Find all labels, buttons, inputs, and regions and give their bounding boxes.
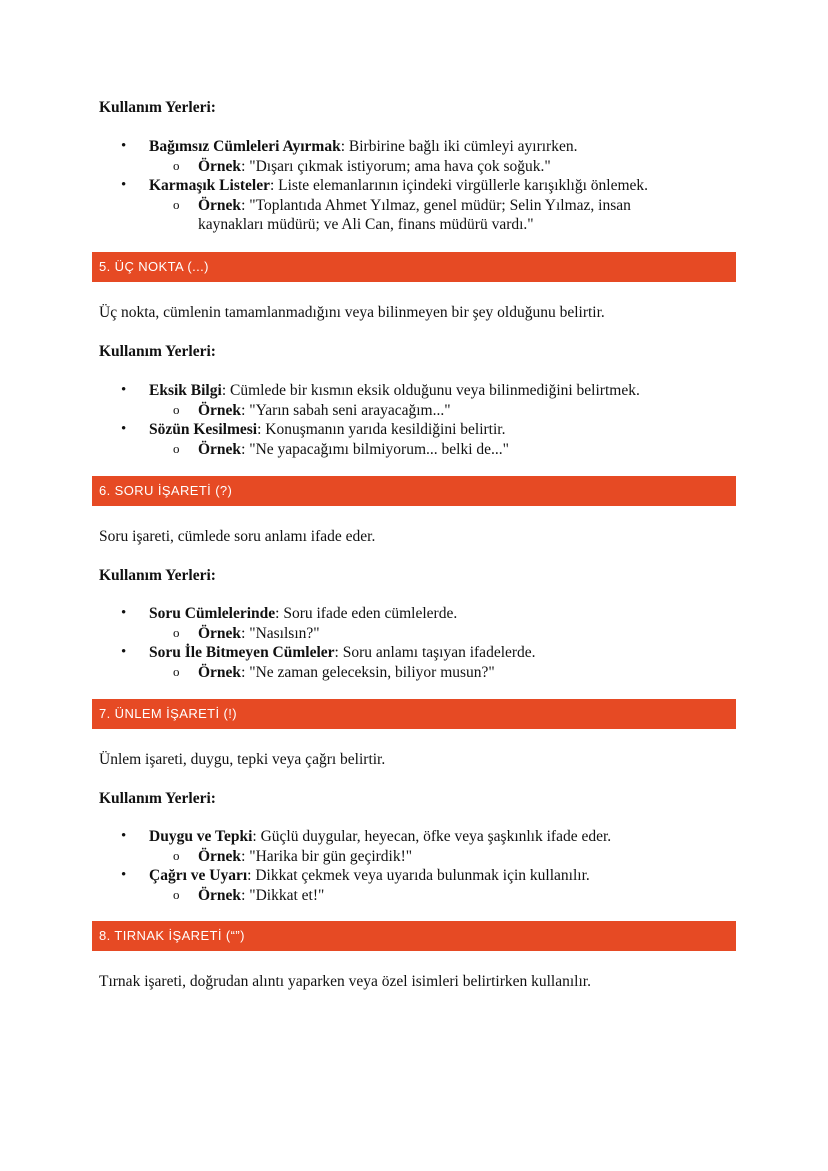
section-header-question-mark: 6. SORU İŞARETİ (?) (92, 476, 736, 506)
example-label: Örnek (198, 440, 242, 458)
example-label: Örnek (198, 196, 242, 214)
example-item (0, 157, 678, 177)
list-item (0, 381, 828, 401)
item-term: Duygu ve Tepki (149, 828, 253, 845)
semicolon-usage-list (0, 137, 828, 235)
ellipsis-usage-list (0, 381, 828, 459)
example-text: : "Dışarı çıkmak istiyorum; ama hava çok soğuk." (241, 157, 551, 175)
item-term: Çağrı ve Uyarı (149, 867, 248, 884)
example-item (0, 886, 678, 906)
example-text: : "Ne yapacağımı bilmiyorum... belki de..." (241, 440, 509, 458)
list-item (0, 827, 828, 847)
example-text: : "Dikkat et!" (241, 886, 325, 904)
item-desc: : Birbirine bağlı iki cümleyi ayırırken. (340, 138, 578, 155)
section-intro: Ünlem işareti, duygu, tepki veya çağrı belirtir. (99, 751, 386, 768)
example-item (0, 440, 678, 460)
example-item (0, 663, 678, 683)
item-desc: : Dikkat çekmek veya uyarıda bulunmak için kullanılır. (247, 867, 590, 884)
list-item (0, 420, 828, 440)
question-usage-list (0, 604, 828, 682)
list-item (0, 604, 828, 624)
item-desc: : Güçlü duygular, heyecan, öfke veya şaşkınlık ifade eder. (252, 828, 612, 845)
section-header-quotation-marks: 8. TIRNAK İŞARETİ (“”) (92, 921, 736, 951)
example-label: Örnek (198, 847, 242, 865)
list-item (0, 643, 828, 663)
item-term: Karmaşık Listeler (149, 177, 270, 194)
section-intro: Tırnak işareti, doğrudan alıntı yaparken veya özel isimleri belirtirken kullanılır. (99, 973, 591, 990)
example-label: Örnek (198, 663, 242, 681)
example-text: : "Ne zaman geleceksin, biliyor musun?" (241, 663, 495, 681)
example-item (0, 847, 678, 867)
item-desc: : Soru ifade eden cümlelerde. (275, 605, 458, 622)
example-label: Örnek (198, 157, 242, 175)
item-desc: : Konuşmanın yarıda kesildiğini belirtir. (257, 421, 506, 438)
example-item (0, 401, 678, 421)
usage-heading: Kullanım Yerleri: (99, 567, 216, 584)
usage-heading: Kullanım Yerleri: (99, 99, 216, 116)
section-intro: Soru işareti, cümlede soru anlamı ifade eder. (99, 528, 376, 545)
section-header-ellipsis: 5. ÜÇ NOKTA (...) (92, 252, 736, 282)
item-term: Soru Cümlelerinde (149, 605, 276, 622)
item-desc: : Cümlede bir kısmın eksik olduğunu veya bilinmediğini belirtmek. (221, 382, 640, 399)
list-item (0, 866, 828, 886)
item-desc: : Soru anlamı taşıyan ifadelerde. (334, 644, 536, 661)
list-item (0, 137, 828, 157)
example-item (0, 624, 678, 644)
example-label: Örnek (198, 401, 242, 419)
item-term: Soru İle Bitmeyen Cümleler (149, 644, 335, 661)
example-text: : "Nasılsın?" (241, 624, 320, 642)
usage-heading: Kullanım Yerleri: (99, 343, 216, 360)
example-text: : "Harika bir gün geçirdik!" (241, 847, 413, 865)
exclamation-usage-list (0, 827, 828, 905)
example-label: Örnek (198, 886, 242, 904)
section-header-exclamation: 7. ÜNLEM İŞARETİ (!) (92, 699, 736, 729)
item-desc: : Liste elemanlarının içindeki virgüllerle karışıklığı önlemek. (269, 177, 649, 194)
usage-heading: Kullanım Yerleri: (99, 790, 216, 807)
example-text: : "Yarın sabah seni arayacağım..." (241, 401, 451, 419)
item-term: Eksik Bilgi (149, 382, 222, 399)
example-text: : "Toplantıda Ahmet Yılmaz, genel müdür; Selin Yılmaz, insan kaynakları müdürü; ve Ali Can, finans müdürü vardı." (198, 196, 631, 233)
example-item (0, 196, 668, 235)
section-intro: Üç nokta, cümlenin tamamlanmadığını veya bilinmeyen bir şey olduğunu belirtir. (99, 304, 605, 321)
list-item (0, 176, 828, 196)
item-term: Sözün Kesilmesi (149, 421, 258, 438)
example-label: Örnek (198, 624, 242, 642)
item-term: Bağımsız Cümleleri Ayırmak (149, 138, 341, 155)
